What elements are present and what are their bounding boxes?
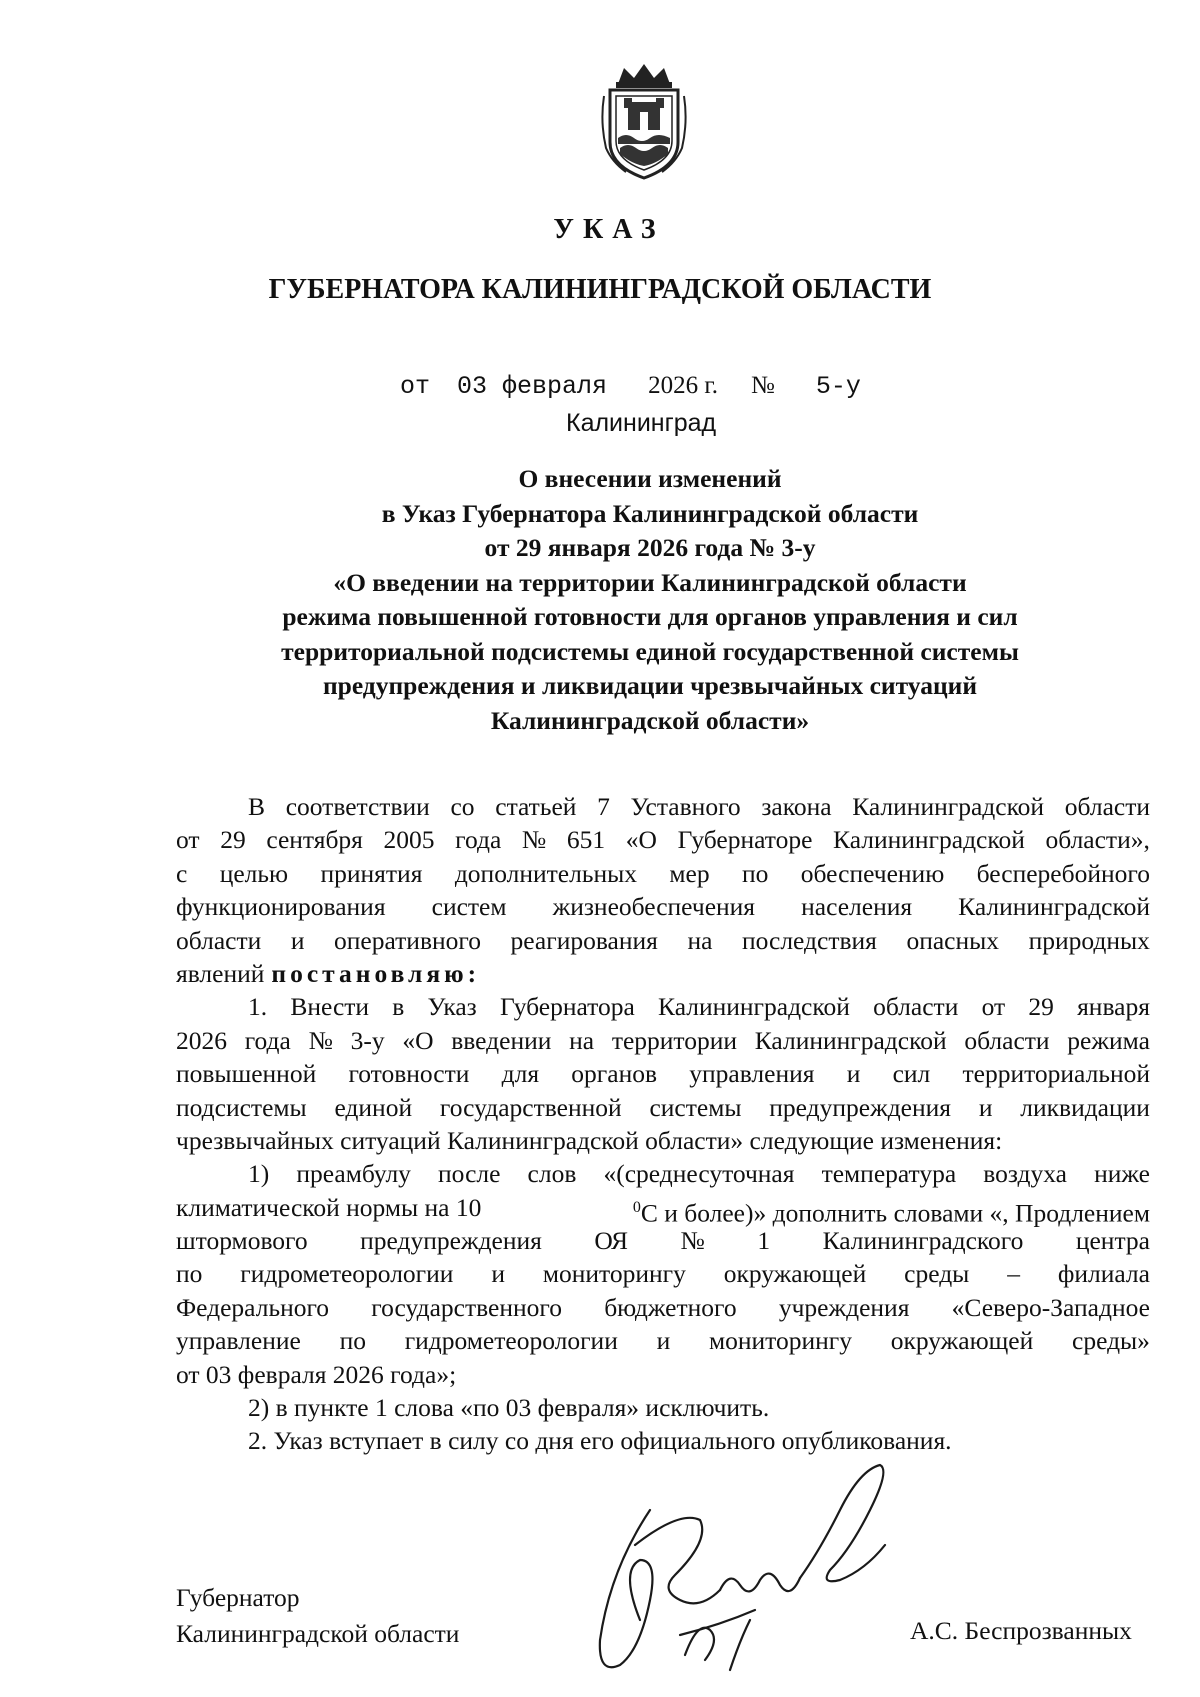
decree-subject	[150, 462, 1150, 738]
word: Калининградского	[822, 1226, 1024, 1256]
body-line: 2) в пункте 1 слова «по 03 февраля» исключить.	[248, 1393, 770, 1423]
word: территориальной	[962, 1059, 1150, 1089]
date-number-line	[400, 372, 861, 401]
word: 3-у	[350, 1025, 385, 1055]
body-line	[176, 990, 1150, 1023]
word: области»,	[1045, 825, 1150, 855]
coat-of-arms-icon	[596, 62, 692, 182]
subject-line: предупреждения и ликвидации чрезвычайных ситуаций	[322, 671, 978, 700]
word: ОЯ	[594, 1226, 628, 1256]
word: Губернатора	[499, 992, 635, 1022]
word: дополнительных	[454, 858, 637, 888]
word: по	[339, 1326, 366, 1356]
word: от	[176, 825, 200, 855]
word: области	[964, 1025, 1050, 1055]
word: мер	[669, 858, 710, 888]
word: слов	[527, 1159, 577, 1189]
word: области	[873, 992, 959, 1022]
document-title: УКАЗ	[553, 214, 665, 245]
subject-line: О внесении изменений	[518, 464, 782, 493]
word: 2026	[176, 1025, 227, 1055]
word: гидрометеорологии	[240, 1259, 454, 1289]
word: и	[290, 925, 305, 955]
number-sign: №	[751, 372, 775, 399]
word: области	[176, 925, 262, 955]
word: «(среднесуточная	[603, 1159, 795, 1189]
word: введении	[451, 1025, 552, 1055]
word: природных	[1028, 925, 1150, 955]
decree-number: 5-у	[815, 372, 861, 401]
date-prefix: от	[400, 372, 431, 401]
word: статьей	[495, 792, 577, 821]
body-line	[176, 790, 1150, 823]
word: 29	[220, 825, 246, 855]
word: от	[981, 992, 1006, 1022]
word: систем	[431, 892, 507, 922]
word: сентября	[266, 825, 363, 855]
word: со	[450, 792, 475, 821]
body-line	[176, 1091, 1150, 1124]
word: воздуха	[983, 1159, 1067, 1189]
body-line: 2. Указ вступает в силу со дня его официального опубликования.	[248, 1426, 952, 1456]
word: обеспечению	[800, 858, 945, 888]
word: окружающей	[723, 1259, 867, 1289]
word: года	[455, 825, 502, 855]
word: Указ	[427, 992, 477, 1022]
body-line	[176, 1157, 1150, 1190]
body-line	[176, 1291, 1150, 1324]
word: «О	[402, 1025, 434, 1055]
word: бесперебойного	[976, 858, 1150, 888]
word: жизнеобеспечения	[552, 892, 756, 922]
decree-word: постановляю:	[271, 958, 481, 988]
word: готовности	[348, 1059, 470, 1089]
subject-line: «О введении на территории Калининградской области	[333, 567, 967, 597]
word: режима	[1067, 1025, 1150, 1055]
word: мониторингу	[708, 1326, 852, 1356]
word: «О	[625, 825, 657, 855]
word: и	[846, 1059, 861, 1089]
body-line: от 03 февраля 2026 года»;	[176, 1359, 457, 1389]
body-line	[176, 1224, 1150, 1257]
subject-line: территориальной подсистемы единой государственной системы	[281, 636, 1019, 666]
word: области	[1064, 792, 1150, 821]
word: последствия	[741, 925, 877, 955]
word: целью	[219, 858, 289, 888]
word: 2005	[383, 825, 435, 855]
word: филиала	[1057, 1259, 1150, 1289]
word: реагирования	[510, 925, 658, 955]
word: и	[978, 1092, 993, 1122]
word: управление	[176, 1326, 301, 1356]
word: преамбулу	[296, 1159, 411, 1189]
word: для	[501, 1059, 540, 1089]
word: бюджетного	[604, 1292, 737, 1322]
word: с	[176, 858, 188, 888]
unit-rest: С и более)» дополнить словами «, Продлением	[640, 1198, 1150, 1228]
word: органов	[571, 1059, 658, 1089]
word: Федерального	[176, 1292, 330, 1322]
word: 29	[1028, 992, 1054, 1022]
word: «Северо-Западное	[951, 1292, 1150, 1322]
word: учреждения	[778, 1292, 910, 1322]
decree-year: 2026 г.	[648, 372, 719, 399]
word: штормового	[176, 1226, 308, 1256]
word: Губернаторе	[677, 825, 813, 855]
word: 651	[566, 825, 606, 855]
word: гидрометеорологии	[404, 1326, 618, 1356]
word: оперативного	[334, 925, 481, 955]
subject-line: Калининградской области»	[490, 705, 810, 735]
body-line	[176, 890, 1150, 923]
document-issuer: ГУБЕРНАТОРА КАЛИНИНГРАДСКОЙ ОБЛАСТИ	[268, 274, 932, 305]
body-line	[176, 857, 1150, 890]
word: государственного	[371, 1292, 562, 1322]
word: территории	[611, 1025, 738, 1055]
word: населения	[801, 892, 913, 922]
body-line	[176, 823, 1150, 856]
handwritten-signature-icon	[580, 1450, 900, 1685]
word: после	[438, 1159, 501, 1189]
word: и	[656, 1326, 671, 1356]
temperature-unit	[632, 1191, 1150, 1228]
word: на	[569, 1025, 595, 1055]
word: государственной	[439, 1092, 622, 1122]
word: Уставного	[630, 792, 741, 821]
word: ниже	[1094, 1159, 1150, 1189]
word: мониторингу	[542, 1259, 686, 1289]
body-line	[176, 1257, 1150, 1290]
word: подсистемы	[176, 1092, 307, 1122]
body-line	[176, 957, 1150, 990]
word: Калининградской	[754, 1025, 947, 1055]
word: года	[244, 1025, 291, 1055]
word: повышенной	[176, 1059, 317, 1089]
word: 1	[757, 1226, 771, 1256]
signatory-role-line: Губернатор	[176, 1583, 300, 1612]
signatory-role-line: Калининградской области	[176, 1619, 460, 1648]
word: №	[680, 1226, 705, 1256]
body-line	[176, 1057, 1150, 1090]
signatory-role	[176, 1580, 459, 1652]
body-line	[176, 1324, 1150, 1357]
word: соответствии	[285, 792, 430, 821]
word: по	[741, 858, 769, 888]
word: температура	[821, 1159, 957, 1189]
word: на	[687, 925, 713, 955]
word: Калининградской	[852, 792, 1045, 821]
decree-body	[176, 790, 1150, 1458]
word: Внести	[290, 992, 370, 1022]
temperature-phrase: климатической нормы на 10	[176, 1192, 482, 1222]
body-line: чрезвычайных ситуаций Калининградской области» следующие изменения:	[176, 1125, 1003, 1155]
word: закона	[761, 792, 832, 821]
word: №	[308, 1025, 333, 1055]
word: по	[176, 1259, 203, 1289]
word: предупреждения	[769, 1092, 952, 1122]
word: окружающей	[890, 1326, 1034, 1356]
word: Калининградской	[658, 992, 850, 1022]
body-line	[176, 924, 1150, 957]
subject-line: от 29 января 2026 года № 3-у	[484, 533, 816, 562]
word: в	[392, 992, 405, 1022]
word: опасных	[906, 925, 1000, 955]
place-of-issue: Калининград	[566, 409, 717, 437]
word: функционирования	[176, 892, 386, 922]
word: 7	[597, 792, 610, 821]
word: системы	[649, 1092, 742, 1122]
word: 1)	[248, 1159, 270, 1189]
word: среды»	[1072, 1326, 1150, 1356]
word: №	[521, 825, 547, 855]
word: Калининградской	[958, 892, 1150, 922]
word: Калининградской	[833, 825, 1025, 855]
preamble-last-word: явлений	[176, 958, 265, 988]
word: В	[248, 792, 266, 821]
word: центра	[1075, 1226, 1150, 1256]
word: сил	[892, 1059, 931, 1089]
word: и	[491, 1259, 505, 1289]
word: января	[1077, 992, 1150, 1022]
subject-line: в Указ Губернатора Калининградской области	[381, 498, 919, 528]
word: управления	[689, 1059, 815, 1089]
word: предупреждения	[360, 1226, 542, 1256]
word: ликвидации	[1020, 1092, 1150, 1122]
decree-date: 03 февраля	[457, 372, 608, 401]
word: 1.	[248, 992, 268, 1022]
word: единой	[334, 1092, 413, 1122]
word: среды	[904, 1259, 970, 1289]
subject-line: режима повышенной готовности для органов управления и сил	[282, 602, 1018, 631]
degree-mark: 0	[632, 1198, 641, 1216]
signatory-name: А.С. Беспрозванных	[910, 1616, 1132, 1645]
body-line	[176, 1024, 1150, 1057]
body-line	[176, 1191, 1150, 1228]
word: принятия	[320, 858, 423, 888]
word: –	[1007, 1259, 1020, 1289]
